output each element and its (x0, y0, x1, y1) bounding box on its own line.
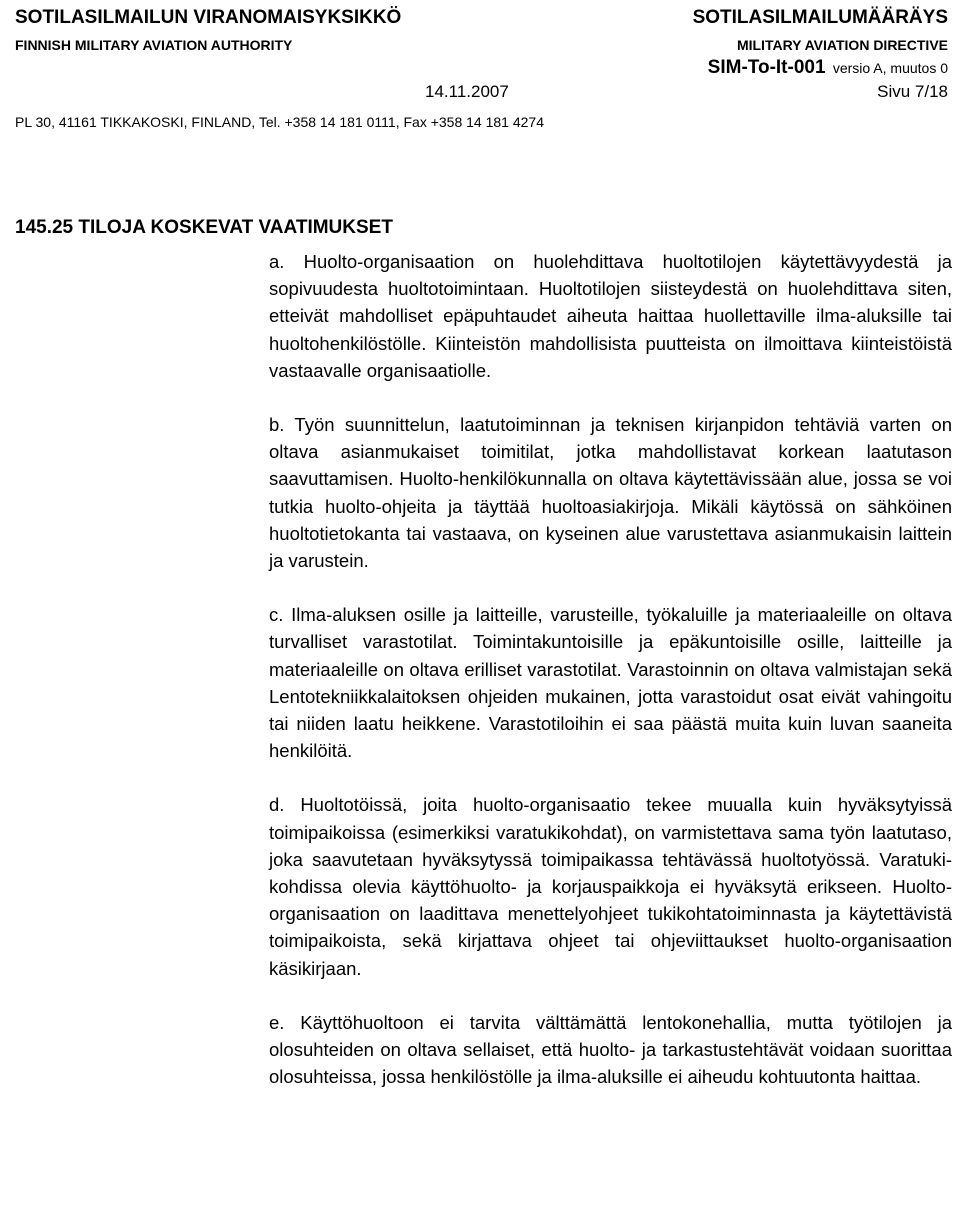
document-type-block (518, 0, 948, 80)
paragraph-a: a. Huolto-organisaation on huolehdittava huoltotilojen käytettävyydestä ja sopivuudesta huoltotoimintaan. Huoltotilojen siisteydestä on huolehdittava siten, etteivät mahdolliset epäpuhtaudet aiheuta haittaa huollettaville ilma-aluksille tai huoltohenkilöstölle. Kiinteistön mahdollisista puutteista on ilmoittava kiinteistöistä vastaavalle organisaatiolle. (269, 251, 952, 381)
document-identifier (518, 56, 948, 80)
organization-name-english: FINNISH MILITARY AVIATION AUTHORITY (15, 37, 293, 53)
document-type-finnish: SOTILASILMAILUMÄÄRÄYS (692, 7, 948, 28)
page-number: Sivu 7/18 (877, 82, 948, 101)
paragraph-c: c. Ilma-aluksen osille ja laitteille, varusteille, työkaluille ja materiaaleille on oltava turvalliset varastotilat. Toimintakuntoisille ja epäkuntoisille osille, laitteille ja materiaaleille on oltava erilliset varastotilat. Varastoinnin on oltava valmistajan sekä Lentotekniikkalaitoksen ohjeiden mukainen, jotta varastoidut osat eivät vahingoitu tai niiden laatu heikkene. Varastotiloihin ei saa päästä muita kuin luvan saaneita henkilöitä. (269, 604, 952, 762)
document-code: SIM-To-It-001 (707, 57, 826, 78)
contact-address: PL 30, 41161 TIKKAKOSKI, FINLAND, Tel. +358 14 181 0111, Fax +358 14 181 4274 (15, 114, 544, 130)
paragraph-e: e. Käyttöhuoltoon ei tarvita välttämättä lentokonehallia, mutta työtilojen ja olosuhteiden on oltava sellaiset, että huolto- ja tarkastustehtävät voidaan suorittaa olosuhteissa, jossa henkilöstölle ja ilma-aluksille ei aiheudu kohtuutonta haittaa. (269, 1011, 952, 1088)
section-title: 145.25 TILOJA KOSKEVAT VAATIMUKSET (15, 217, 393, 238)
organization-name-finnish: SOTILASILMAILUN VIRANOMAISYKSIKKÖ (15, 7, 402, 28)
document-version: versio A, muutos 0 (832, 60, 948, 76)
date-page-row (0, 80, 960, 104)
document-type-english: MILITARY AVIATION DIRECTIVE (736, 37, 948, 53)
document-header (0, 0, 960, 140)
document-date: 14.11.2007 (425, 82, 509, 101)
issuer-block (15, 0, 535, 55)
paragraph-d: d. Huoltotöissä, joita huolto-organisaatio tekee muualla kuin hyväksytyissä toimipaikoissa (esimerkiksi varatukikohdat), on varmistettava sama työn laatutaso, joka saavutetaan hyväksytyssä toimipaikassa tehtävässä huoltotyössä. Varatuki-kohdissa olevia käyttöhuolto- ja korjauspaikkoja ei hyväksytä erikseen. Huolto-organisaation on laadittava menettelyohjeet tukikohtatoiminnasta ja käytettävistä toimipaikoista, sekä kirjattava ohjeet tai ohjeviittaukset huolto-organisaation käsikirjaan. (269, 794, 952, 979)
section-content (269, 248, 952, 1090)
paragraph-b: b. Työn suunnittelun, laatutoiminnan ja teknisen kirjanpidon tehtäviä varten on oltava asianmukaiset toimitilat, jotka mahdollistavat korkean laatutason saavuttamisen. Huolto-henkilökunnalla on oltava käytettävissään alue, jossa se voi tutkia huolto-ohjeita ja täyttää huoltoasiakirjoja. Mikäli käytössä on sähköinen huoltotietokanta tai vastaava, on kyseinen alue varustettava asianmukaisin laittein ja varustein. (269, 414, 952, 572)
